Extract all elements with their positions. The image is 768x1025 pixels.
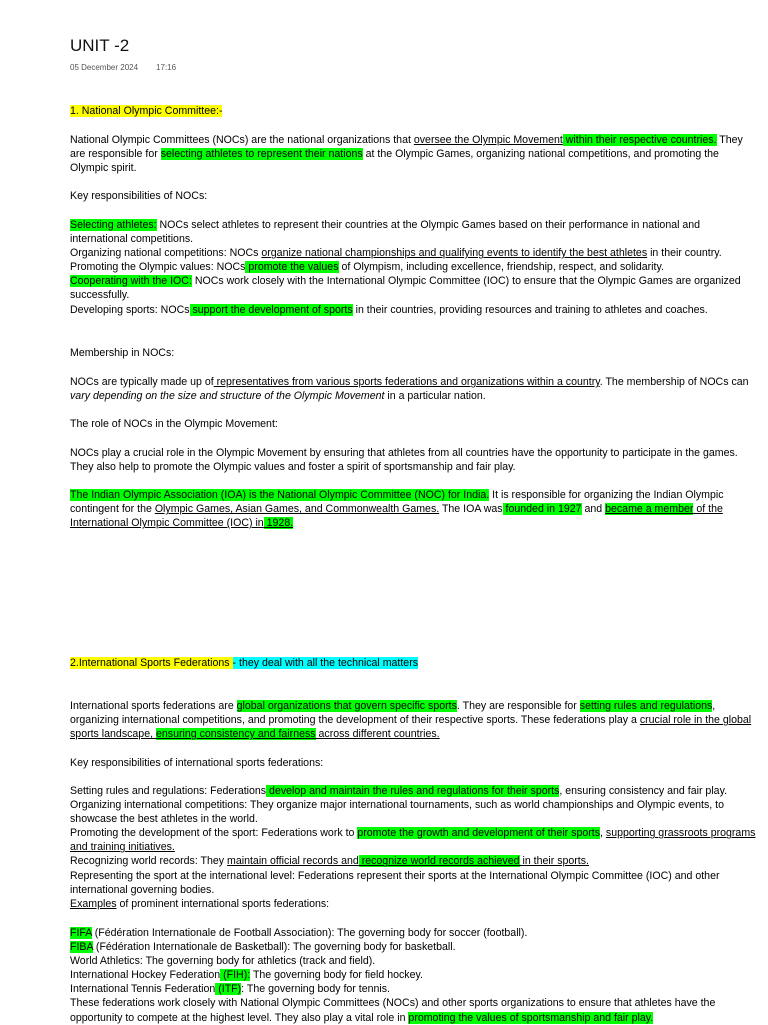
s1-role: NOCs play a crucial role in the Olympic Movement by ensuring that athletes from all countries have the opportunity to participate in the games. They also help to promote the Olympic values and foster a spirit of sportsmanship and fair play.: [70, 447, 738, 474]
s1-role-heading: The role of NOCs in the Olympic Movement:: [70, 418, 278, 430]
s2-responsibilities: [70, 784, 760, 911]
s2-key-heading: Key responsibilities of international sports federations:: [70, 757, 324, 769]
s1-responsibilities: [70, 218, 760, 317]
federation-itf: International Tennis Federation (ITF): The governing body for tennis.: [70, 983, 390, 996]
s1-intro: National Olympic Committees (NOCs) are the national organizations that oversee the Olympic Movement within their respective countries. They are responsible for selecting athletes to represent their nations at the Olympic Games, organizing national competitions, and promoting the Olympic spirit.: [70, 134, 743, 175]
s2-closing: These federations work closely with National Olympic Committees (NOCs) and other sports organizations to ensure that athletes have the opportunity to compete at the highest level. They also play a vital role in promoting the values of sportsmanship and fair play.: [70, 997, 716, 1024]
section2-heading: 2.International Sports Federations - they deal with all the technical matters: [70, 657, 419, 669]
s1-resp-5: Developing sports: NOCs support the development of sports in their countries, providing resources and training to athletes and coaches.: [70, 303, 708, 316]
page-title: UNIT -2: [70, 36, 130, 55]
s1-resp-1: Selecting athletes: NOCs select athletes to represent their countries at the Olympic Games based on their performance in national and international competitions.: [70, 219, 701, 246]
s2-resp-3: Promoting the development of the sport: Federations work to promote the growth and development of their sports, supporting grassroots programs and training initiatives.: [70, 827, 756, 854]
s2-resp-5: Representing the sport at the international level: Federations represent their sports at the International Olympic Committee (IOC) and other international governing bodies.: [70, 869, 720, 896]
s2-federations-list: [70, 926, 760, 1025]
s1-membership-heading: Membership in NOCs:: [70, 347, 175, 359]
federation-fiba: FIBA (Fédération Internationale de Basketball): The governing body for basketball.: [70, 941, 456, 954]
s1-resp-4: Cooperating with the IOC: NOCs work closely with the International Olympic Committee (IOC) to ensure that the Olympic Games are organized successfully.: [70, 275, 741, 302]
s1-ioa: The Indian Olympic Association (IOA) is the National Olympic Committee (NOC) for India. It is responsible for organizing the Indian Olympic contingent for the Olympic Games, Asian Games, and Commonwealth Games. The IOA was founded in 1927 and became a member of the International Olympic Committee (IOC) in 1928.: [70, 489, 724, 530]
s1-resp-3: Promoting the Olympic values: NOCs promote the values of Olympism, including excellence, friendship, respect, and solidarity.: [70, 261, 664, 274]
section1-heading: 1. National Olympic Committee:-: [70, 105, 223, 117]
page-meta: [70, 63, 176, 72]
s2-intro: International sports federations are global organizations that govern specific sports. They are responsible for setting rules and regulations, organizing international competitions, and promoting the development of their respective sports. These federations play a crucial role in the global sports landscape, ensuring consistency and fairness across different countries.: [70, 700, 752, 741]
s1-key-heading: Key responsibilities of NOCs:: [70, 190, 208, 202]
section2-heading-note: - they deal with all the technical matters: [232, 657, 419, 669]
s2-resp-2: Organizing international competitions: They organize major international tournaments, such as world championships and Olympic events, to showcase the best athletes in the world.: [70, 799, 725, 826]
federation-fih: International Hockey Federation (FIH): The governing body for field hockey.: [70, 969, 423, 982]
federation-fifa: FIFA (Fédération Internationale de Football Association): The governing body for soccer (football).: [70, 927, 528, 939]
s2-resp-1: Setting rules and regulations: Federations develop and maintain the rules and regulations for their sports, ensuring consistency and fair play.: [70, 785, 728, 797]
s1-resp-2: Organizing national competitions: NOCs organize national championships and qualifying events to identify the best athletes in their country.: [70, 247, 722, 260]
page-date: 05 December 2024: [70, 63, 139, 72]
federation-world-athletics: World Athletics: The governing body for athletics (track and field).: [70, 955, 376, 968]
s2-examples-heading: Examples of prominent international sports federations:: [70, 897, 330, 910]
s1-membership: NOCs are typically made up of representatives from various sports federations and organizations within a country. The membership of NOCs can vary depending on the size and structure of the Olympic Movement in a particular nation.: [70, 376, 749, 403]
s2-resp-4: Recognizing world records: They maintain official records and recognize world records achieved in their sports.: [70, 855, 589, 868]
page-time: 17:16: [156, 63, 177, 72]
